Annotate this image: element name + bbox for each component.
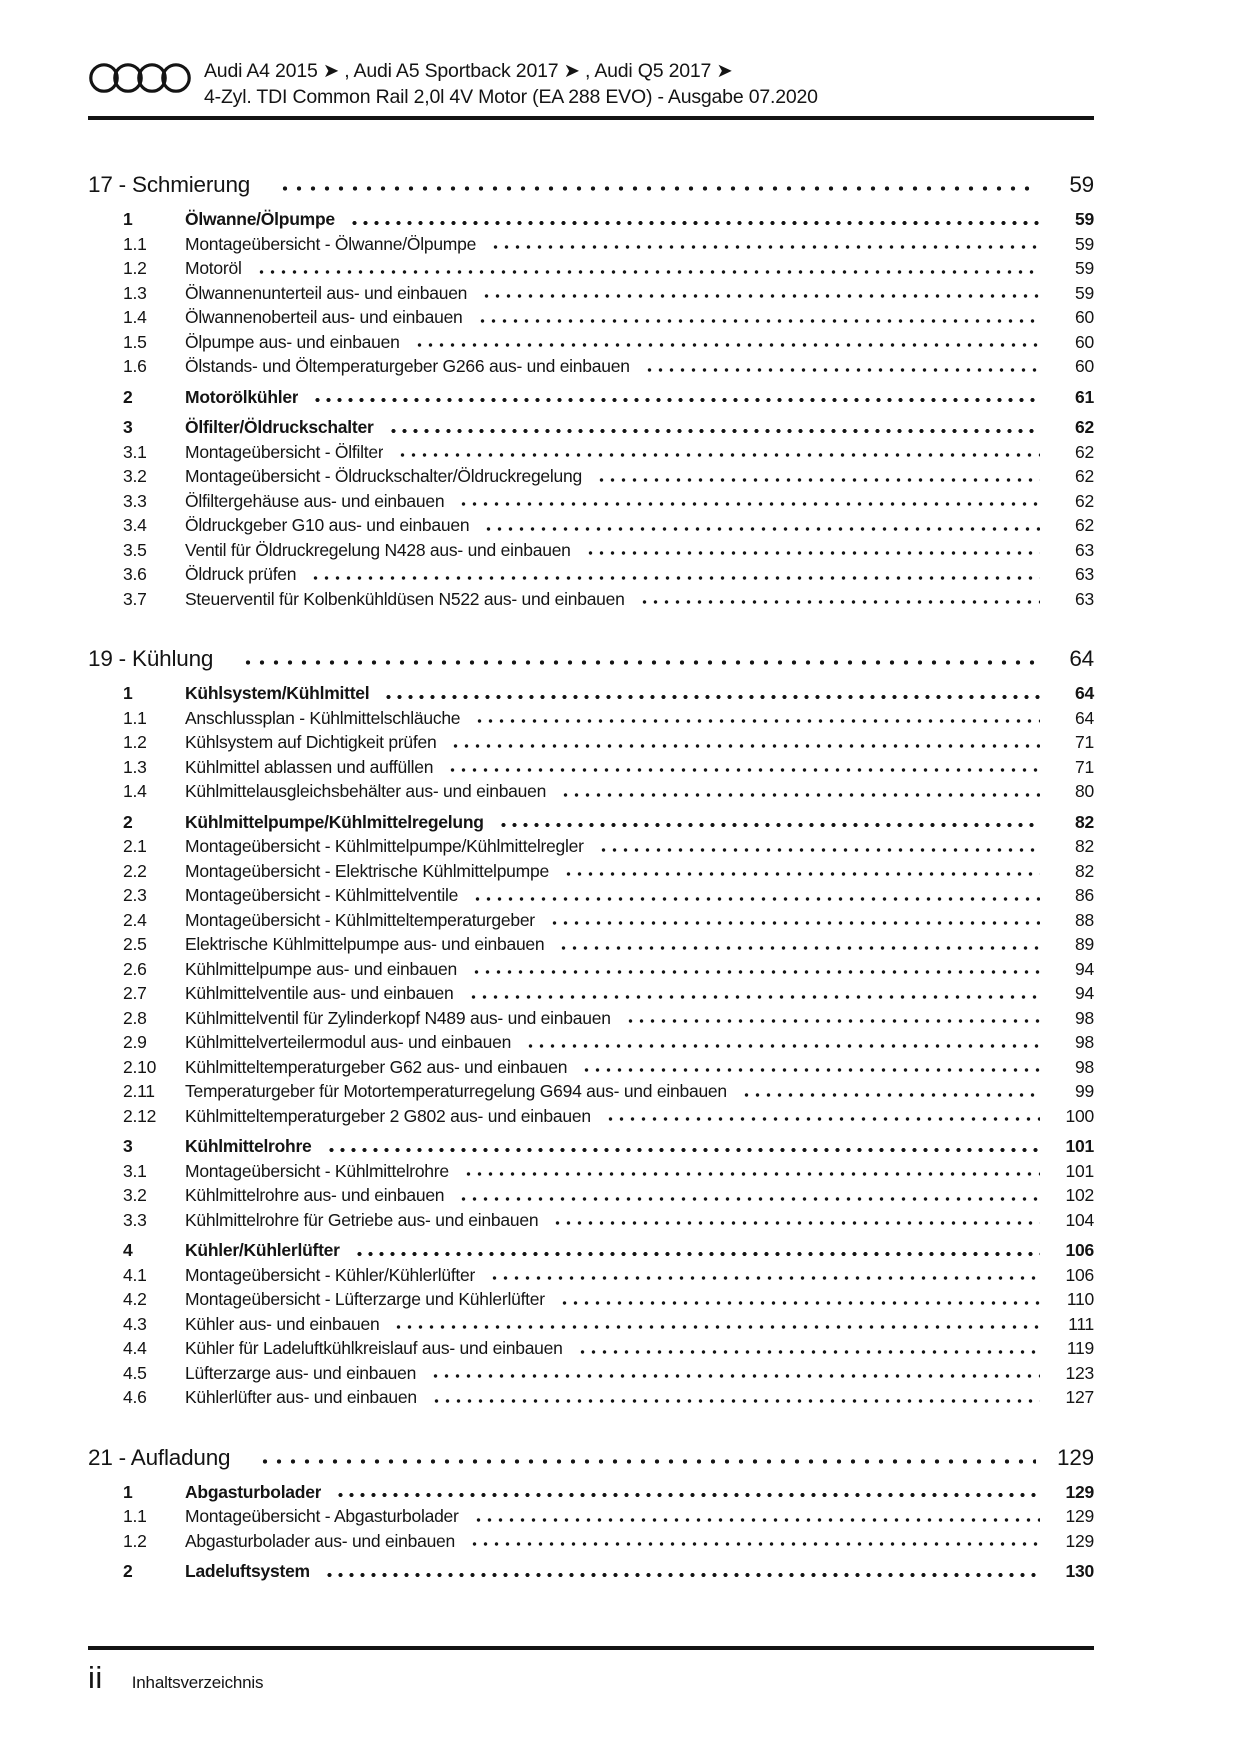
entry-page-number: 71 — [1075, 732, 1094, 752]
entry-page-number: 98 — [1075, 1056, 1094, 1077]
entry-page-number: 62 — [1075, 417, 1094, 437]
entry-title: Montageübersicht - Öldruckschalter/Öldruckregelung — [185, 466, 582, 486]
toc-entry-row — [88, 883, 1094, 908]
entry-page-number: 104 — [1065, 1209, 1094, 1230]
entry-number: 2.8 — [123, 1007, 147, 1028]
entry-number: 2 — [123, 386, 133, 407]
dot-leader — [594, 464, 1040, 489]
toc-entry-row — [88, 932, 1094, 957]
entry-number: 1.1 — [123, 1506, 147, 1526]
toc-entry-row — [88, 1030, 1094, 1055]
toc-entry-row — [88, 207, 1094, 232]
entry-page-number: 98 — [1075, 1007, 1094, 1028]
entry-page-number: 99 — [1075, 1081, 1094, 1101]
toc-entry-row — [88, 256, 1094, 281]
entry-title: Kühler/Kühlerlüfter — [185, 1240, 340, 1260]
entry-number: 3.2 — [123, 466, 147, 486]
entry-title: Montageübersicht - Kühlmittelpumpe/Kühlmittelregler — [185, 836, 584, 856]
toc-entry-row — [88, 1055, 1094, 1080]
entry-title: Motorölkühler — [185, 386, 299, 407]
dot-leader — [575, 1336, 1040, 1361]
entry-number: 1 — [123, 209, 133, 229]
entry-title: Kühlmittelrohre — [185, 1136, 312, 1156]
entry-page-number: 86 — [1075, 885, 1094, 905]
entry-page-number: 129 — [1065, 1530, 1094, 1551]
dot-leader — [333, 1480, 1040, 1505]
toc-entry-row — [88, 281, 1094, 306]
entry-title: Abgasturbolader aus- und einbauen — [185, 1530, 456, 1551]
chapter-title: 21 - Aufladung — [88, 1444, 231, 1470]
chapter-title: 17 - Schmierung — [88, 172, 251, 197]
entry-number: 4.4 — [123, 1338, 147, 1358]
entry-number: 2.9 — [123, 1032, 147, 1052]
dot-leader — [475, 305, 1040, 330]
dot-leader — [347, 207, 1040, 232]
dot-leader — [445, 755, 1040, 780]
toc-chapter — [88, 644, 1094, 1410]
dot-leader — [603, 1104, 1040, 1129]
chapter-title: 19 - Kühlung — [88, 646, 214, 671]
entry-number: 2.2 — [123, 860, 147, 881]
dot-leader — [739, 1079, 1040, 1104]
entry-number: 2.6 — [123, 958, 147, 979]
entry-number: 4.2 — [123, 1289, 147, 1309]
entry-title: Montageübersicht - Ölwanne/Ölpumpe — [185, 233, 477, 254]
dot-leader — [579, 1055, 1040, 1080]
toc-entry-row — [88, 908, 1094, 933]
toc — [88, 128, 1094, 1584]
entry-number: 3.4 — [123, 515, 147, 535]
chapter-page-number: 129 — [1057, 1444, 1094, 1470]
toc-entry-row — [88, 957, 1094, 982]
entry-title: Ölwannenunterteil aus- und einbauen — [185, 282, 468, 303]
entry-number: 3.2 — [123, 1185, 147, 1205]
entry-title: Abgasturbolader — [185, 1481, 322, 1502]
entry-title: Kühlerlüfter aus- und einbauen — [185, 1387, 417, 1407]
entry-number: 3.3 — [123, 1209, 147, 1230]
entry-title: Montageübersicht - Kühlmitteltemperaturgeber — [185, 909, 535, 930]
entry-number: 3.1 — [123, 1160, 147, 1181]
dot-leader — [308, 562, 1040, 587]
entry-number: 1.2 — [123, 258, 147, 278]
dot-leader — [461, 1159, 1040, 1184]
entry-number: 2.11 — [123, 1081, 155, 1101]
entry-page-number: 94 — [1075, 983, 1094, 1003]
entry-title: Montageübersicht - Kühlmittelventile — [185, 885, 459, 905]
dot-leader — [276, 170, 1036, 200]
entry-title: Ölwanne/Ölpumpe — [185, 209, 335, 229]
toc-entry-row — [88, 305, 1094, 330]
toc-entry-row — [88, 1079, 1094, 1104]
entry-title: Montageübersicht - Kühlmittelrohre — [185, 1160, 449, 1181]
entry-number: 4.5 — [123, 1362, 147, 1383]
entry-title: Öldruckgeber G10 aus- und einbauen — [185, 515, 470, 535]
dot-leader — [448, 730, 1040, 755]
toc-entry-row — [88, 1480, 1094, 1505]
entry-number: 1.4 — [123, 781, 147, 801]
footer-page-number: ii — [88, 1660, 103, 1695]
toc-entry-row — [88, 440, 1094, 465]
dot-leader — [256, 1443, 1036, 1473]
toc-entry-row — [88, 1529, 1094, 1554]
entry-number: 2.12 — [123, 1105, 157, 1126]
dot-leader — [324, 1134, 1040, 1159]
chapter-page-number: 59 — [1069, 172, 1094, 197]
toc-entry-row — [88, 779, 1094, 804]
dot-leader — [429, 1385, 1040, 1410]
entry-page-number: 59 — [1075, 209, 1094, 229]
entry-title: Kühlsystem/Kühlmittel — [185, 683, 370, 703]
toc-entry-row — [88, 489, 1094, 514]
entry-title: Kühlmittelrohre für Getriebe aus- und einbauen — [185, 1209, 539, 1230]
entry-page-number: 63 — [1075, 539, 1094, 560]
entry-page-number: 64 — [1075, 707, 1094, 728]
toc-entry-row — [88, 1159, 1094, 1184]
entry-page-number: 106 — [1065, 1240, 1094, 1260]
entry-title: Motoröl — [185, 258, 242, 278]
entry-title: Kühlsystem auf Dichtigkeit prüfen — [185, 732, 437, 752]
entry-page-number: 129 — [1065, 1506, 1094, 1526]
entry-number: 2.7 — [123, 983, 147, 1003]
toc-chapter — [88, 1443, 1094, 1584]
entry-page-number: 88 — [1075, 909, 1094, 930]
dot-leader — [322, 1559, 1040, 1584]
entry-title: Kühlmittelausgleichsbehälter aus- und einbauen — [185, 781, 547, 801]
dot-leader — [479, 281, 1040, 306]
entry-page-number: 130 — [1065, 1561, 1094, 1581]
dot-leader — [550, 1208, 1040, 1233]
entry-title: Ölfilter/Öldruckschalter — [185, 417, 374, 437]
entry-title: Kühlmittelpumpe/Kühlmittelregelung — [185, 811, 484, 832]
toc-entry-row — [88, 415, 1094, 440]
dot-leader — [523, 1030, 1040, 1055]
entry-page-number: 80 — [1075, 781, 1094, 801]
entry-number: 1.5 — [123, 331, 147, 352]
dot-leader — [496, 810, 1040, 835]
entry-number: 1.3 — [123, 756, 147, 777]
entry-title: Ventil für Öldruckregelung N428 aus- und einbauen — [185, 539, 571, 560]
dot-leader — [386, 415, 1040, 440]
dot-leader — [561, 859, 1040, 884]
chapter-page-number: 64 — [1069, 646, 1094, 671]
entry-title: Kühlmitteltemperaturgeber G62 aus- und einbauen — [185, 1056, 568, 1077]
entry-page-number: 98 — [1075, 1032, 1094, 1052]
entry-page-number: 101 — [1065, 1160, 1094, 1181]
toc-entry-row — [88, 464, 1094, 489]
entry-page-number: 59 — [1075, 258, 1094, 278]
entry-title: Elektrische Kühlmittelpumpe aus- und einbauen — [185, 934, 545, 954]
toc-entry-row — [88, 1208, 1094, 1233]
entry-title: Montageübersicht - Lüfterzarge und Kühlerlüfter — [185, 1289, 545, 1309]
entry-page-number: 62 — [1075, 490, 1094, 511]
toc-entry-row — [88, 1183, 1094, 1208]
entry-number: 1 — [123, 1481, 133, 1502]
chapter-heading-row — [88, 170, 1094, 200]
entry-page-number: 110 — [1066, 1289, 1094, 1309]
entry-title: Ölwannenoberteil aus- und einbauen — [185, 307, 463, 327]
entry-title: Ölstands- und Öltemperaturgeber G266 aus- und einbauen — [185, 356, 630, 376]
toc-entry-row — [88, 232, 1094, 257]
entry-number: 2.5 — [123, 934, 147, 954]
entry-page-number: 82 — [1075, 860, 1094, 881]
dot-leader — [487, 1263, 1040, 1288]
dot-leader — [310, 385, 1040, 410]
entry-title: Kühlmittelventil für Zylinderkopf N489 aus- und einbauen — [185, 1007, 611, 1028]
entry-page-number: 129 — [1065, 1481, 1094, 1502]
dot-leader — [481, 513, 1040, 538]
dot-leader — [623, 1006, 1040, 1031]
entry-number: 3.1 — [123, 441, 147, 462]
entry-title: Kühlmitteltemperaturgeber 2 G802 aus- und einbauen — [185, 1105, 591, 1126]
entry-number: 2.4 — [123, 909, 147, 930]
entry-title: Montageübersicht - Kühler/Kühlerlüfter — [185, 1264, 476, 1285]
entry-page-number: 123 — [1065, 1362, 1094, 1383]
entry-number: 1.1 — [123, 707, 147, 728]
entry-title: Montageübersicht - Abgasturbolader — [185, 1506, 459, 1526]
toc-entry-row — [88, 587, 1094, 612]
entry-page-number: 82 — [1075, 811, 1094, 832]
entry-title: Steuerventil für Kolbenkühldüsen N522 aus- und einbauen — [185, 588, 625, 609]
toc-entry-row — [88, 562, 1094, 587]
toc-entry-row — [88, 538, 1094, 563]
toc-entry-row — [88, 385, 1094, 410]
toc-entry-row — [88, 681, 1094, 706]
entry-page-number: 71 — [1075, 756, 1094, 777]
entry-number: 4.6 — [123, 1387, 147, 1407]
entry-number: 1 — [123, 683, 133, 703]
entry-title: Kühlmittelventile aus- und einbauen — [185, 983, 454, 1003]
entry-number: 4.3 — [123, 1313, 147, 1334]
entry-title: Ölfiltergehäuse aus- und einbauen — [185, 490, 445, 511]
entry-title: Montageübersicht - Ölfilter — [185, 441, 384, 462]
entry-title: Kühler aus- und einbauen — [185, 1313, 380, 1334]
dot-leader — [547, 908, 1040, 933]
entry-page-number: 100 — [1065, 1105, 1094, 1126]
entry-number: 2.1 — [123, 836, 147, 856]
entry-number: 2 — [123, 1561, 133, 1581]
toc-entry-row — [88, 354, 1094, 379]
dot-leader — [469, 957, 1040, 982]
entry-number: 2 — [123, 811, 133, 832]
toc-entry-row — [88, 755, 1094, 780]
entry-title: Kühlmittelpumpe aus- und einbauen — [185, 958, 457, 979]
entry-title: Ladeluftsystem — [185, 1561, 310, 1581]
toc-entry-row — [88, 1361, 1094, 1386]
page-header — [88, 0, 1094, 120]
entry-title: Kühler für Ladeluftkühlkreislauf aus- und einbauen — [185, 1338, 563, 1358]
entry-page-number: 111 — [1068, 1313, 1094, 1334]
dot-leader — [596, 834, 1040, 859]
dot-leader — [352, 1238, 1040, 1263]
entry-number: 1.2 — [123, 1530, 147, 1551]
entry-title: Lüfterzarge aus- und einbauen — [185, 1362, 417, 1383]
dot-leader — [456, 489, 1040, 514]
entry-title: Temperaturgeber für Motortemperaturregelung G694 aus- und einbauen — [185, 1081, 727, 1101]
entry-number: 4.1 — [123, 1264, 147, 1285]
toc-entry-row — [88, 1263, 1094, 1288]
header-engine-line: 4-Zyl. TDI Common Rail 2,0l 4V Motor (EA 288 EVO) - Ausgabe 07.2020 — [204, 86, 818, 108]
entry-number: 1.1 — [123, 233, 147, 254]
entry-number: 3.3 — [123, 490, 147, 511]
dot-leader — [466, 981, 1040, 1006]
chapter-entries — [88, 207, 1094, 611]
entry-page-number: 60 — [1075, 331, 1094, 352]
entry-page-number: 59 — [1075, 282, 1094, 303]
footer-label: Inhaltsverzeichnis — [131, 1673, 264, 1692]
entry-page-number: 119 — [1066, 1338, 1094, 1358]
entry-page-number: 82 — [1075, 836, 1094, 856]
entry-page-number: 63 — [1075, 564, 1094, 584]
toc-entry-row — [88, 1104, 1094, 1129]
entry-page-number: 63 — [1075, 588, 1094, 609]
toc-entry-row — [88, 1287, 1094, 1312]
entry-number: 2.3 — [123, 885, 147, 905]
toc-entry-row — [88, 859, 1094, 884]
dot-leader — [428, 1361, 1040, 1386]
chapter-entries — [88, 1480, 1094, 1584]
entry-title: Kühlmittelverteilermodul aus- und einbauen — [185, 1032, 512, 1052]
toc-entry-row — [88, 330, 1094, 355]
entry-title: Anschlussplan - Kühlmittelschläuche — [185, 707, 461, 728]
dot-leader — [556, 932, 1040, 957]
entry-title: Kühlmittel ablassen und auffüllen — [185, 756, 434, 777]
entry-title: Öldruck prüfen — [185, 564, 297, 584]
chapter-entries — [88, 681, 1094, 1410]
entry-number: 2.10 — [123, 1056, 157, 1077]
dot-leader — [395, 440, 1040, 465]
entry-number: 3 — [123, 417, 133, 437]
toc-entry-row — [88, 1134, 1094, 1159]
entry-page-number: 102 — [1065, 1185, 1094, 1205]
entry-number: 4 — [123, 1240, 133, 1260]
entry-number: 3.7 — [123, 588, 147, 609]
dot-leader — [642, 354, 1040, 379]
chapter-heading-row — [88, 644, 1094, 674]
toc-entry-row — [88, 981, 1094, 1006]
entry-page-number: 61 — [1075, 386, 1094, 407]
dot-leader — [381, 681, 1040, 706]
entry-number: 3.5 — [123, 539, 147, 560]
toc-entry-row — [88, 730, 1094, 755]
entry-page-number: 59 — [1075, 233, 1094, 254]
dot-leader — [637, 587, 1040, 612]
dot-leader — [472, 706, 1040, 731]
entry-number: 1.3 — [123, 282, 147, 303]
entry-number: 3.6 — [123, 564, 147, 584]
header-model-line: Audi A4 2015 ➤ , Audi A5 Sportback 2017 ➤ , Audi Q5 2017 ➤ — [204, 60, 733, 82]
toc-entry-row — [88, 1385, 1094, 1410]
dot-leader — [471, 1504, 1040, 1529]
toc-entry-row — [88, 513, 1094, 538]
dot-leader — [558, 779, 1040, 804]
dot-leader — [583, 538, 1040, 563]
entry-page-number: 62 — [1075, 515, 1094, 535]
toc-entry-row — [88, 706, 1094, 731]
entry-number: 1.4 — [123, 307, 147, 327]
dot-leader — [412, 330, 1040, 355]
entry-page-number: 101 — [1065, 1136, 1094, 1156]
entry-number: 3 — [123, 1136, 133, 1156]
dot-leader — [470, 883, 1040, 908]
toc-entry-row — [88, 1336, 1094, 1361]
entry-page-number: 60 — [1075, 307, 1094, 327]
toc-entry-row — [88, 834, 1094, 859]
entry-page-number: 94 — [1075, 958, 1094, 979]
dot-leader — [391, 1312, 1040, 1337]
dot-leader — [467, 1529, 1040, 1554]
entry-number: 1.2 — [123, 732, 147, 752]
audi-rings-icon — [88, 60, 192, 101]
entry-page-number: 106 — [1065, 1264, 1094, 1285]
entry-page-number: 64 — [1075, 683, 1094, 703]
entry-number: 1.6 — [123, 356, 147, 376]
entry-page-number: 62 — [1075, 441, 1094, 462]
dot-leader — [557, 1287, 1040, 1312]
dot-leader — [456, 1183, 1040, 1208]
entry-page-number: 62 — [1075, 466, 1094, 486]
toc-entry-row — [88, 810, 1094, 835]
entry-page-number: 60 — [1075, 356, 1094, 376]
entry-title: Montageübersicht - Elektrische Kühlmittelpumpe — [185, 860, 549, 881]
toc-entry-row — [88, 1006, 1094, 1031]
dot-leader — [488, 232, 1040, 257]
toc-entry-row — [88, 1238, 1094, 1263]
dot-leader — [254, 256, 1040, 281]
toc-chapter — [88, 170, 1094, 611]
entry-title: Kühlmittelrohre aus- und einbauen — [185, 1185, 445, 1205]
toc-entry-row — [88, 1312, 1094, 1337]
toc-entry-row — [88, 1559, 1094, 1584]
entry-page-number: 89 — [1075, 934, 1094, 954]
dot-leader — [239, 644, 1036, 674]
entry-title: Ölpumpe aus- und einbauen — [185, 331, 400, 352]
toc-entry-row — [88, 1504, 1094, 1529]
chapter-heading-row — [88, 1443, 1094, 1473]
entry-page-number: 127 — [1065, 1387, 1094, 1407]
page-footer — [88, 1646, 1094, 1696]
